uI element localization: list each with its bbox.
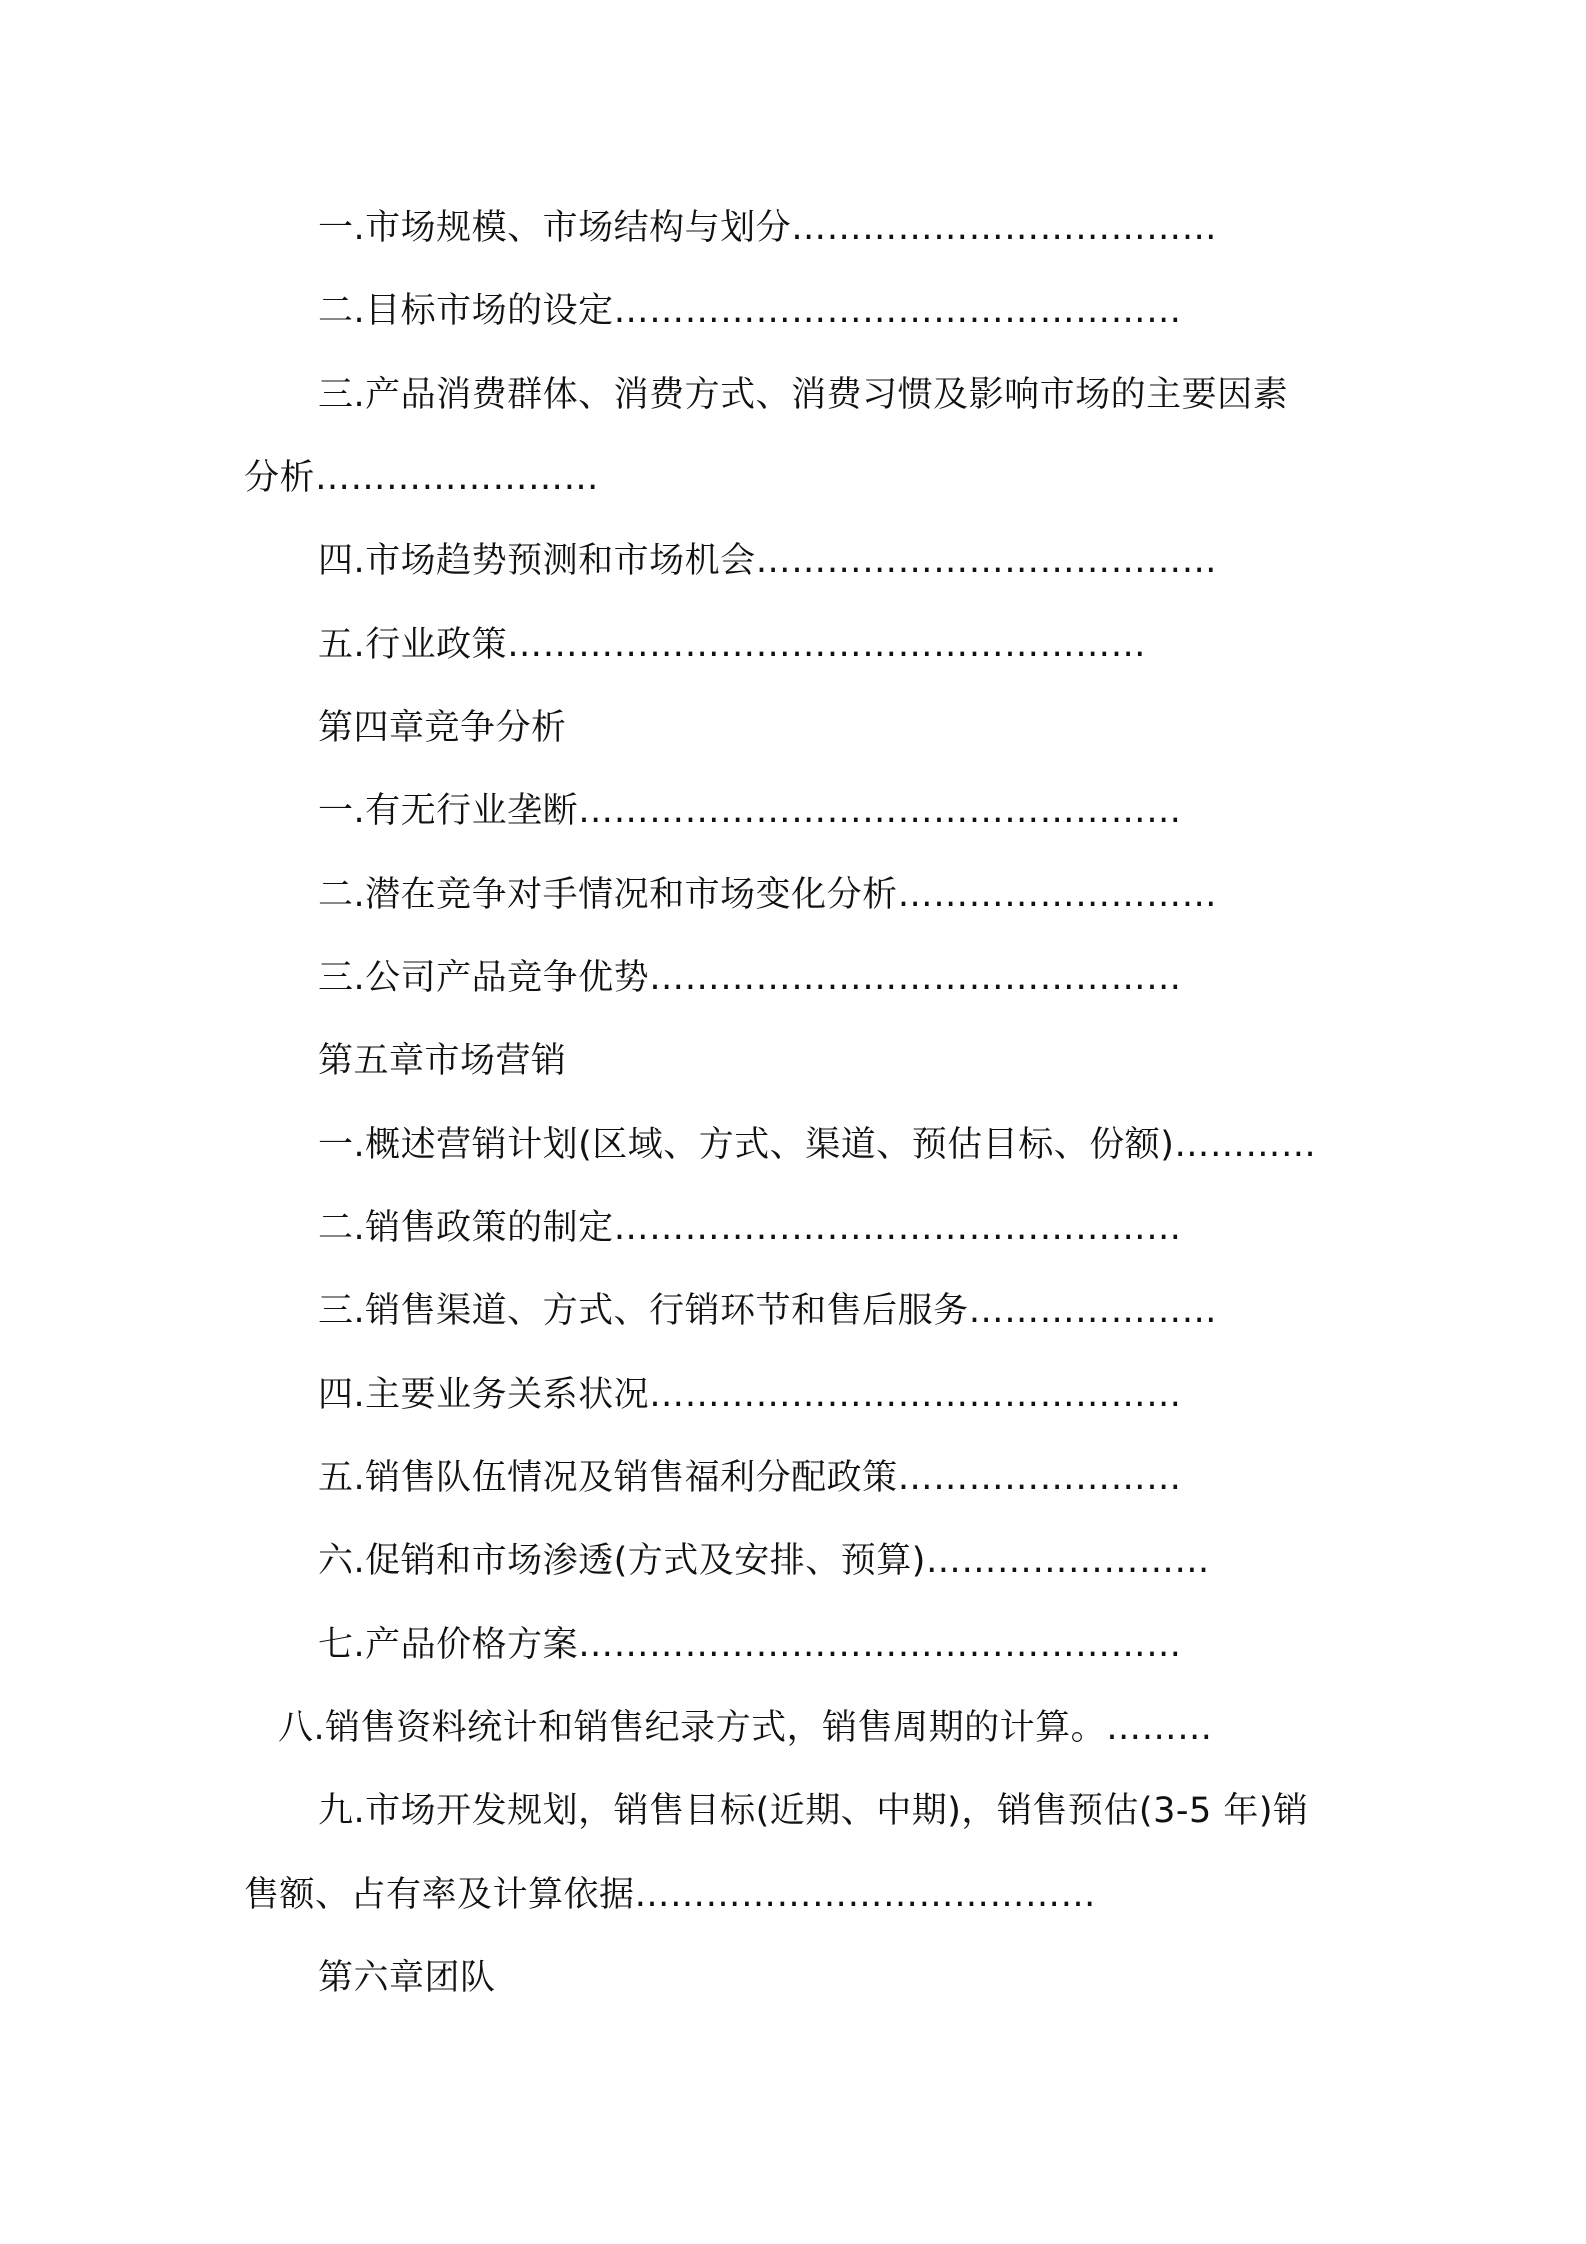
toc-item-sales-statistics: 八.销售资料统计和销售纪录方式，销售周期的计算。……… (278, 1708, 1213, 1748)
toc-item-advantage: 三.公司产品竞争优势……………………………………… (318, 958, 1182, 998)
toc-item-business-relations: 四.主要业务关系状况……………………………………… (318, 1375, 1182, 1415)
toc-item-sales-team: 五.销售队伍情况及销售福利分配政策…………………… (318, 1458, 1182, 1498)
toc-item-market-development: 九.市场开发规划，销售目标(近期、中期)，销售预估(3-5 年)销 (318, 1791, 1309, 1831)
toc-item-market-trend: 四.市场趋势预测和市场机会………………………………… (318, 541, 1218, 581)
chapter-6-heading: 第六章团队 (318, 1958, 496, 1998)
toc-item-market-scale: 一.市场规模、市场结构与划分……………………………… (318, 208, 1218, 248)
toc-item-industry-policy: 五.行业政策……………………………………………… (318, 625, 1147, 665)
chapter-4-heading: 第四章竞争分析 (318, 708, 567, 748)
toc-item-monopoly: 一.有无行业垄断…………………………………………… (318, 791, 1182, 831)
toc-item-marketing-plan: 一.概述营销计划(区域、方式、渠道、预估目标、份额)………… (318, 1125, 1317, 1165)
toc-item-sales-channels: 三.销售渠道、方式、行销环节和售后服务………………… (318, 1291, 1218, 1331)
toc-item-consumer-groups-cont: 分析…………………… (244, 458, 600, 498)
toc-item-sales-policy: 二.销售政策的制定………………………………………… (318, 1208, 1182, 1248)
chapter-5-heading: 第五章市场营销 (318, 1041, 567, 1081)
toc-item-market-development-cont: 售额、占有率及计算依据………………………………… (244, 1875, 1097, 1915)
toc-item-competitors: 二.潜在竞争对手情况和市场变化分析……………………… (318, 875, 1218, 915)
toc-item-promotion: 六.促销和市场渗透(方式及安排、预算)…………………… (318, 1541, 1210, 1581)
toc-item-pricing: 七.产品价格方案…………………………………………… (318, 1625, 1182, 1665)
toc-item-consumer-groups: 三.产品消费群体、消费方式、消费习惯及影响市场的主要因素 (318, 375, 1289, 415)
toc-item-target-market: 二.目标市场的设定………………………………………… (318, 291, 1182, 331)
